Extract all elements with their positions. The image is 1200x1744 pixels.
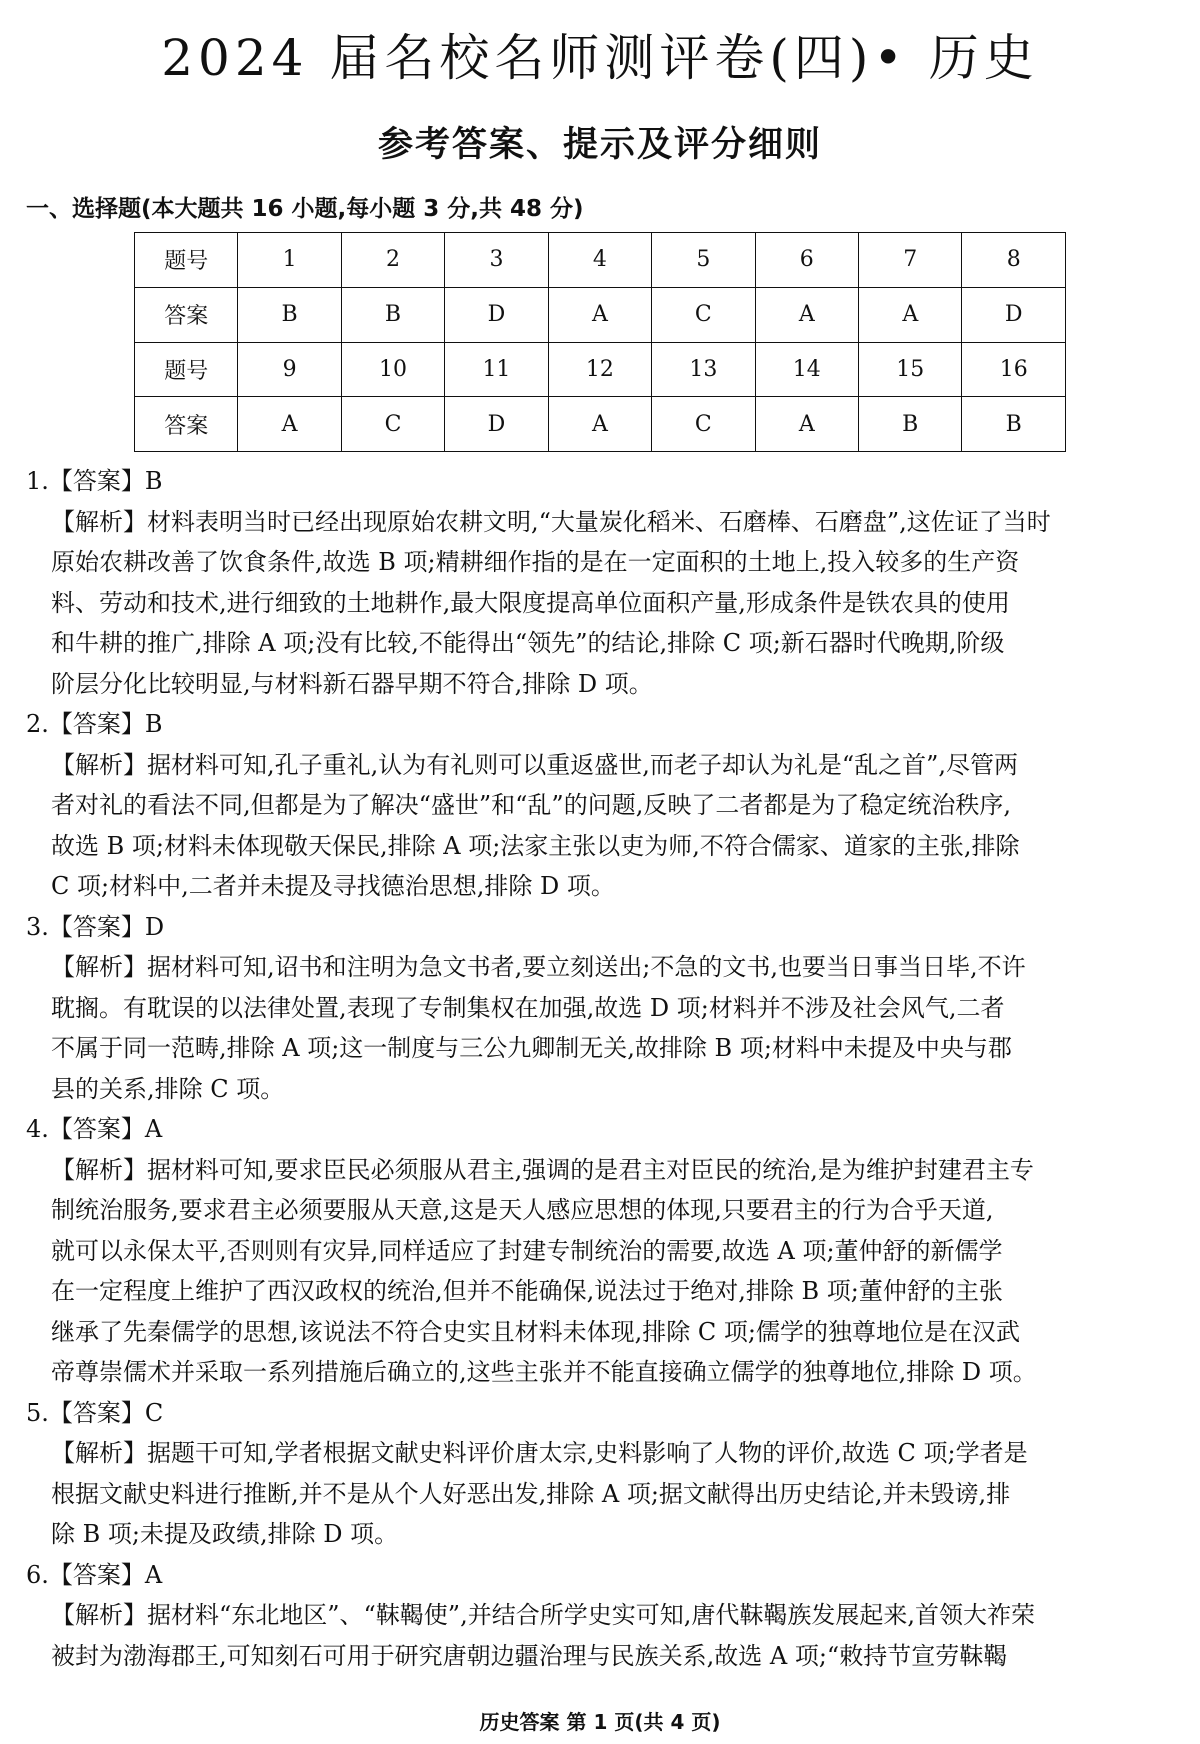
answer-cell: 12 (548, 342, 651, 397)
explanation-line: 【解析】据题干可知,学者根据文献史料评价唐太宗,史料影响了人物的评价,故选 C 项;学者是 (51, 1439, 1028, 1467)
answer-heading: 2.【答案】B (26, 710, 163, 738)
answer-table-row (135, 233, 1066, 288)
answer-cell: 7 (859, 233, 962, 288)
explanation-line: 被封为渤海郡王,可知刻石可用于研究唐朝边疆治理与民族关系,故选 A 项;“敕持节宣劳靺鞨 (51, 1641, 1008, 1670)
question-item (26, 461, 1174, 704)
explanation-line: 根据文献史料进行推断,并不是从个人好恶出发,排除 A 项;据文献得出历史结论,并未毁谤,排 (51, 1479, 1011, 1508)
explanation-text (26, 1433, 1174, 1555)
answer-table-row (135, 397, 1066, 452)
answer-cell: C (341, 397, 444, 452)
answer-cell: 4 (548, 233, 651, 288)
answer-cell: C (652, 287, 755, 342)
answer-cell: A (548, 287, 651, 342)
explanation-line: 继承了先秦儒学的思想,该说法不符合史实且材料未体现,排除 C 项;儒学的独尊地位是在汉武 (51, 1317, 1020, 1346)
answer-cell: A (755, 287, 858, 342)
answer-cell: 11 (445, 342, 548, 397)
answer-table-row (135, 287, 1066, 342)
answer-cell: D (445, 287, 548, 342)
answer-cell: B (341, 287, 444, 342)
explanation-line: 在一定程度上维护了西汉政权的统治,但并不能确保,说法过于绝对,排除 B 项;董仲舒的主张 (51, 1277, 1003, 1305)
explanation-line: 【解析】据材料可知,诏书和注明为急文书者,要立刻送出;不急的文书,也要当日事当日毕,不许 (51, 953, 1026, 981)
page-footer: 历史答案 第 1 页(共 4 页) (479, 1710, 721, 1734)
answer-heading: 5.【答案】C (26, 1398, 164, 1427)
explanation-line: 【解析】据材料可知,要求臣民必须服从君主,强调的是君主对臣民的统治,是为维护封建君主专 (51, 1155, 1034, 1184)
explanation-text (26, 502, 1174, 705)
answer-cell: A (238, 397, 341, 452)
answer-cell: 9 (238, 342, 341, 397)
answer-table (134, 232, 1066, 452)
answer-cell: 5 (652, 233, 755, 288)
explanation-line: 县的关系,排除 C 项。 (51, 1074, 285, 1103)
explanation-text (26, 947, 1174, 1109)
answer-cell: 3 (445, 233, 548, 288)
explanation-line: 【解析】材料表明当时已经出现原始农耕文明,“大量炭化稻米、石磨棒、石磨盘”,这佐证了当时 (51, 507, 1051, 536)
answer-table-row (135, 342, 1066, 397)
answer-cell: B (238, 287, 341, 342)
answer-cell: 13 (652, 342, 755, 397)
answer-cell: A (755, 397, 858, 452)
answer-cell: 2 (341, 233, 444, 288)
explanation-line: 【解析】据材料可知,孔子重礼,认为有礼则可以重返盛世,而老子却认为礼是“乱之首”,尽管两 (51, 750, 1019, 779)
explanation-text (26, 1595, 1174, 1676)
explanation-line: 料、劳动和技术,进行细致的土地耕作,最大限度提高单位面积产量,形成条件是铁农具的使用 (51, 588, 1010, 617)
answer-heading: 1.【答案】B (26, 467, 163, 495)
question-item (26, 907, 1174, 1110)
row-label: 答案 (135, 287, 238, 342)
answer-cell: C (652, 397, 755, 452)
explanation-list (26, 461, 1174, 1676)
explanation-line: 不属于同一范畴,排除 A 项;这一制度与三公九卿制无关,故排除 B 项;材料中未提及中央与郡 (51, 1034, 1012, 1062)
explanation-line: 耽搁。有耽误的以法律处置,表现了专制集权在加强,故选 D 项;材料并不涉及社会风气,二者 (51, 993, 1005, 1022)
answer-cell: D (962, 287, 1066, 342)
explanation-line: 者对礼的看法不同,但都是为了解决“盛世”和“乱”的问题,反映了二者都是为了稳定统治秩序, (51, 791, 1011, 819)
page-subtitle: 参考答案、提示及评分细则 (377, 125, 822, 165)
answer-cell: A (548, 397, 651, 452)
row-label: 题号 (135, 342, 238, 397)
answer-heading: 6.【答案】A (26, 1560, 163, 1589)
answer-cell: 14 (755, 342, 858, 397)
row-label: 答案 (135, 397, 238, 452)
answer-cell: 8 (962, 233, 1066, 288)
explanation-line: 【解析】据材料“东北地区”、“靺鞨使”,并结合所学史实可知,唐代靺鞨族发展起来,首领大祚荣 (51, 1601, 1035, 1629)
answer-cell: 10 (341, 342, 444, 397)
explanation-line: C 项;材料中,二者并未提及寻找德治思想,排除 D 项。 (51, 872, 615, 900)
explanation-line: 故选 B 项;材料未体现敬天保民,排除 A 项;法家主张以吏为师,不符合儒家、道家的主张,排除 (51, 831, 1020, 860)
answer-cell: 1 (238, 233, 341, 288)
question-item (26, 704, 1174, 907)
question-item (26, 1109, 1174, 1393)
page-title: 2024 届名校名师测评卷(四)• 历史 (161, 29, 1039, 87)
explanation-line: 原始农耕改善了饮食条件,故选 B 项;精耕细作指的是在一定面积的土地上,投入较多的生产资 (51, 548, 1020, 576)
answer-cell: B (859, 397, 962, 452)
answer-cell: 16 (962, 342, 1066, 397)
answer-cell: B (962, 397, 1066, 452)
section-heading: 一、选择题(本大题共 16 小题,每小题 3 分,共 48 分) (26, 196, 584, 222)
answer-cell: D (445, 397, 548, 452)
explanation-line: 就可以永保太平,否则则有灾异,同样适应了封建专制统治的需要,故选 A 项;董仲舒的新儒学 (51, 1236, 1003, 1265)
answer-cell: 6 (755, 233, 858, 288)
explanation-text (26, 1150, 1174, 1393)
answer-cell: 15 (859, 342, 962, 397)
explanation-text (26, 745, 1174, 907)
explanation-line: 帝尊崇儒术并采取一系列措施后确立的,这些主张并不能直接确立儒学的独尊地位,排除 D 项。 (51, 1358, 1037, 1386)
answer-heading: 3.【答案】D (26, 912, 165, 941)
explanation-line: 和牛耕的推广,排除 A 项;没有比较,不能得出“领先”的结论,排除 C 项;新石器时代晚期,阶级 (51, 629, 1005, 657)
explanation-line: 除 B 项;未提及政绩,排除 D 项。 (51, 1520, 399, 1548)
answer-cell: A (859, 287, 962, 342)
answer-heading: 4.【答案】A (26, 1115, 163, 1143)
question-item (26, 1555, 1174, 1677)
explanation-line: 阶层分化比较明显,与材料新石器早期不符合,排除 D 项。 (51, 669, 653, 698)
question-item (26, 1393, 1174, 1555)
row-label: 题号 (135, 233, 238, 288)
explanation-line: 制统治服务,要求君主必须要服从天意,这是天人感应思想的体现,只要君主的行为合乎天道, (51, 1196, 994, 1224)
